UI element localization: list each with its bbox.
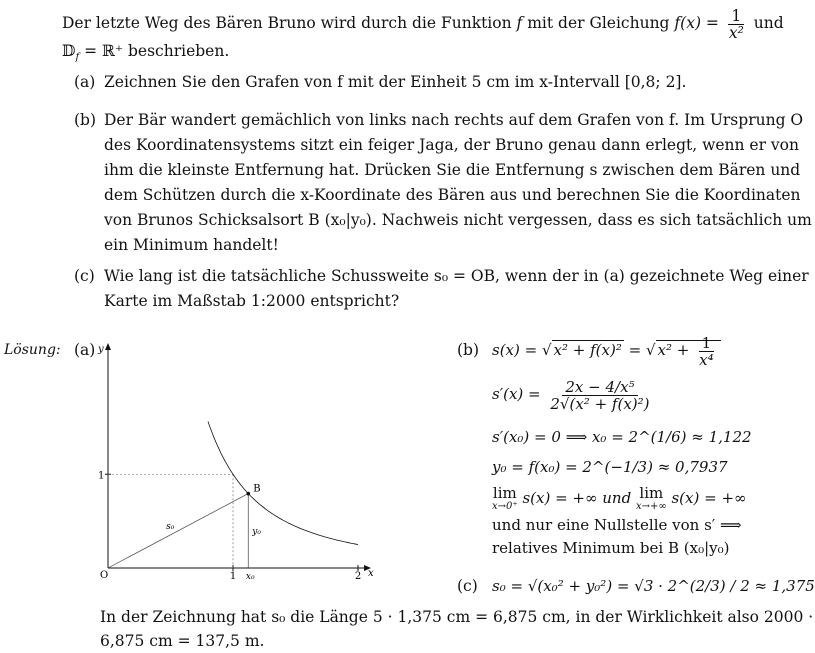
solution-b-line-3: s′(x₀) = 0 ⟹ x₀ = 2^(1/6) ≈ 1,122 — [492, 428, 752, 446]
task-a-label: (a) — [74, 73, 96, 91]
task-b-line: ein Minimum handelt! — [104, 236, 279, 254]
y-axis-label: y — [98, 344, 104, 355]
point-b — [246, 492, 250, 496]
origin-label: O — [100, 570, 109, 581]
solution-b-line-7: relatives Minimum bei B (x₀|y₀) — [492, 539, 730, 557]
solution-b-label: (b) — [457, 341, 480, 359]
solution-b-line-1: s(x) = √ x² + f(x)² = √ x² + $\frac{1}{\text{x⁴}}$ — [492, 332, 721, 368]
function-equation: f(x) = — [674, 14, 719, 32]
x0-tick-label: x₀ — [245, 572, 255, 582]
task-b-line: Der Bär wandert gemächlich von links nach rechts auf dem Grafen von f. Im Ursprung O — [104, 111, 804, 129]
point-b-label: B — [253, 483, 261, 495]
final-paragraph — [100, 605, 814, 653]
solution-c-text: s₀ = √(x₀² + y₀²) = √3 · 2^(2/3) / 2 ≈ 1,375 — [492, 577, 815, 595]
solution-c-label: (c) — [457, 577, 478, 595]
task-c-line: Wie lang ist die tatsächliche Schussweite s₀ = OB, wenn der in (a) gezeichnete Weg einer — [104, 267, 809, 285]
domain-text: = ℝ⁺ beschrieben. — [84, 42, 230, 60]
function-curve — [208, 422, 358, 545]
solution-a-label: (a) — [74, 341, 96, 359]
task-b-line: von Brunos Schicksalsort B (x₀|y₀). Nachweis nicht vergessen, dass es sich tatsächlich um — [104, 211, 812, 229]
function-name: f — [516, 14, 523, 32]
task-b-line: des Koordinatensystems sitzt ein feiger Jaga, der Bruno genau dann erlegt, wenn er von — [104, 136, 799, 154]
x-tick-label-1: 1 — [229, 571, 237, 582]
fraction: $\frac{1}{\text{x²}}$ — [728, 6, 744, 42]
task-b-line: ihm die kleinste Entfernung hat. Drücken Sie die Entfernung s zwischen dem Bären und — [104, 161, 801, 179]
x-axis-label: x — [368, 568, 374, 579]
y-tick-label-1: 1 — [98, 470, 105, 482]
segment-s0-label: s₀ — [166, 521, 175, 532]
segment-s0 — [108, 494, 248, 568]
domain-symbol: 𝔻 — [62, 42, 76, 60]
solution-b-line-6: und nur eine Nullstelle von s′ ⟹ — [492, 516, 742, 534]
solution-b-line-4: y₀ = f(x₀) = 2^(−1/3) ≈ 0,7937 — [492, 458, 728, 476]
task-b-label: (b) — [74, 111, 97, 129]
intro-text: Der letzte Weg des Bären Bruno wird durch die Funktion — [62, 14, 512, 32]
function-graph — [92, 338, 382, 588]
intro-text-2: mit der Gleichung — [527, 14, 670, 32]
task-c-label: (c) — [74, 267, 95, 285]
intro-paragraph: Der letzte Weg des Bären Bruno wird durch die Funktion f mit der Gleichung f(x) = $\frac{1}{\text{x²}}$ und 𝔻$_f$ = ℝ⁺ beschrieben. — [62, 6, 784, 64]
solution-b-line-2: s′(x) = $\frac{\text{2x − 4/x⁵}}{\text{2√(x² + f(x)²)}}$ — [492, 377, 650, 413]
solution-b-line-5: lim x→0⁺ s(x) = +∞ und lim x→+∞ s(x) = +∞ — [492, 484, 747, 512]
final-line-2: 6,875 cm = 137,5 m. — [100, 632, 265, 650]
task-b-line: dem Schützen durch die x-Koordinate des Bären aus und berechnen Sie die Koordinaten — [104, 186, 801, 204]
y-axis-arrow — [105, 343, 111, 350]
final-line-1: In der Zeichnung hat s₀ die Länge 5 · 1,375 cm = 6,875 cm, in der Wirklichkeit also 2000 · — [100, 608, 814, 626]
intro-and: und — [753, 14, 784, 32]
segment-y0-label: y₀ — [252, 526, 261, 537]
x-tick-label-2: 2 — [354, 571, 362, 582]
task-c-line: Karte im Maßstab 1:2000 entspricht? — [104, 292, 400, 310]
task-a-text: Zeichnen Sie den Grafen von f mit der Einheit 5 cm im x-Intervall [0,8; 2]. — [104, 73, 687, 91]
solution-heading: Lösung: — [4, 342, 61, 358]
